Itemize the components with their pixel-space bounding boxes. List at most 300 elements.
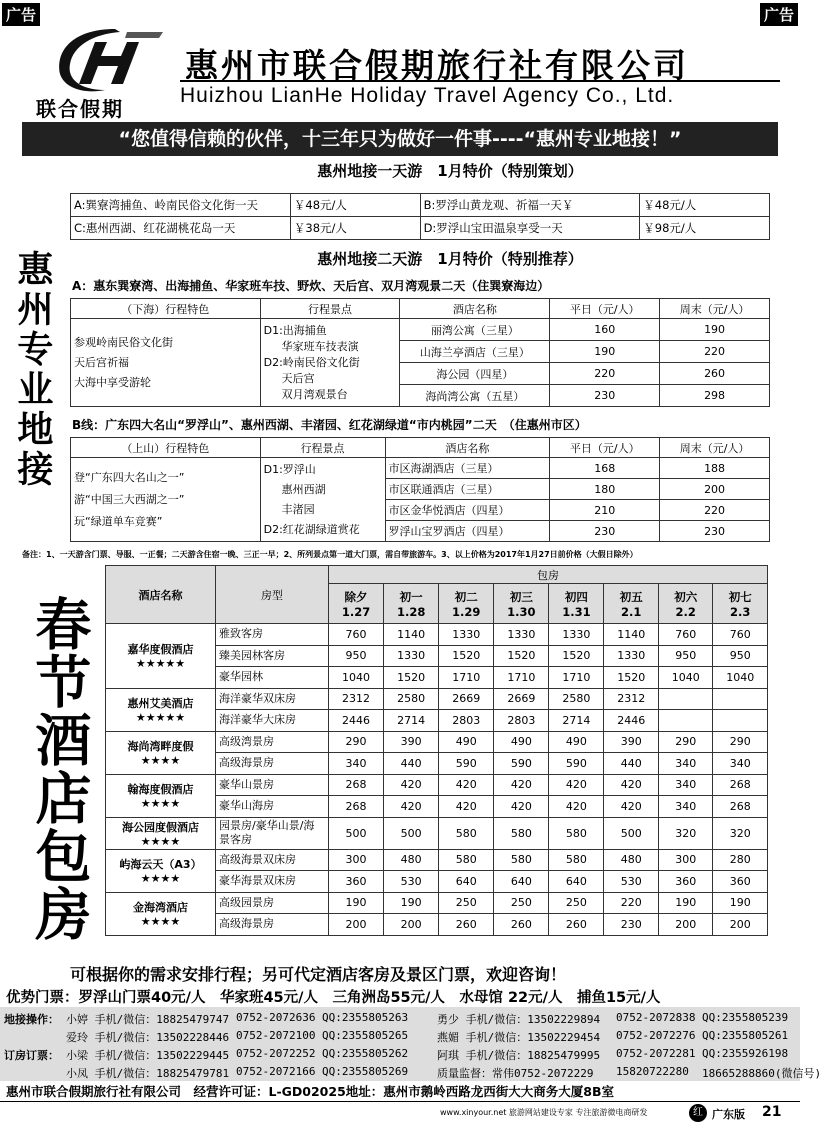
hotel-name: 屿海云天（A3） (119, 858, 202, 871)
price-cell: 340 (713, 753, 768, 775)
hotel-cell (106, 892, 216, 935)
price-cell: 360 (713, 871, 768, 893)
price-cell: 480 (384, 849, 439, 871)
hotel-name: 山海兰亭酒店（三星） (400, 341, 550, 363)
room-type: 高级园景房 (216, 892, 329, 914)
price-cell: 760 (329, 624, 384, 646)
price-cell: 500 (329, 817, 384, 849)
price-cell: 190 (384, 892, 439, 914)
price-cell: 1040 (329, 667, 384, 689)
price-cell: 580 (494, 817, 549, 849)
price-weekday: 180 (550, 479, 660, 500)
price-cell: 640 (494, 871, 549, 893)
room-type: 雅致客房 (216, 624, 329, 646)
one-day-table (70, 193, 770, 240)
hotel-cell (106, 817, 216, 849)
date-value: 2.2 (675, 604, 696, 619)
contact-row (4, 1044, 796, 1062)
price-cell: 260 (439, 914, 494, 936)
room-type: 海洋豪华大床房 (216, 710, 329, 732)
price-cell: 530 (604, 871, 659, 893)
table-row (71, 438, 770, 458)
table-row (106, 774, 768, 796)
price-cell: 220 (604, 892, 659, 914)
col-header: 周末（元/人） (660, 438, 770, 458)
price-cell: 2714 (549, 710, 604, 732)
col-header: （下海）行程特色 (71, 299, 261, 319)
contact-info: 阿琪 手机/微信：18825479995 (437, 1049, 601, 1062)
price-cell: 250 (549, 892, 604, 914)
contact-info: 0752-2072281 (616, 1047, 696, 1060)
price-cell: 250 (439, 892, 494, 914)
col-header: 酒店名称 (400, 299, 550, 319)
feature-item: 大海中享受游轮 (74, 375, 151, 389)
contact-info: QQ:2355805269 (322, 1065, 409, 1078)
price-weekday: 230 (550, 521, 660, 542)
price-cell: 320 (658, 817, 713, 849)
spot-item: D1:罗浮山 (263, 462, 316, 476)
price-cell: 950 (658, 645, 713, 667)
price-cell: 440 (604, 753, 659, 775)
price-cell: 340 (658, 774, 713, 796)
price-cell: 268 (329, 774, 384, 796)
price-cell: 2312 (329, 688, 384, 710)
side-title-spring (18, 595, 98, 943)
price-cell: 1330 (549, 624, 604, 646)
spot-item: D2:红花湖绿道赏花 (263, 522, 360, 536)
price-cell: 300 (329, 849, 384, 871)
hotel-stars: ★★★★ (140, 915, 181, 928)
price-cell: 1140 (604, 624, 659, 646)
footer-edition: 广东版 (712, 1108, 745, 1121)
price-weekend: 230 (660, 521, 770, 542)
price-cell: 440 (384, 753, 439, 775)
price-cell (713, 710, 768, 732)
room-type: 臻美园林客房 (216, 645, 329, 667)
price-cell: 580 (549, 817, 604, 849)
price-cell: 300 (658, 849, 713, 871)
page-number: 21 (762, 1104, 782, 1120)
price-cell: 950 (713, 645, 768, 667)
price-cell: 200 (713, 914, 768, 936)
price-cell: 2669 (439, 688, 494, 710)
price-cell: 1040 (713, 667, 768, 689)
date-value: 1.31 (562, 604, 591, 619)
price-cell: 950 (329, 645, 384, 667)
price-cell: 530 (384, 871, 439, 893)
price-cell: 320 (713, 817, 768, 849)
price-cell: 200 (329, 914, 384, 936)
tour-b: B:罗浮山黄龙观、祈福一天￥ (420, 194, 640, 217)
hotel-cell (106, 731, 216, 774)
price-weekday: 160 (550, 319, 660, 341)
spots-cell (260, 458, 385, 542)
date-label: 初七 (728, 589, 752, 604)
price-cell: 340 (329, 753, 384, 775)
price-cell: 200 (658, 914, 713, 936)
date-header (713, 584, 768, 624)
hotel-cell (106, 624, 216, 689)
room-type: 园景房/豪华山景/海景客房 (216, 817, 329, 849)
spot-item: 天后宫 (281, 371, 315, 385)
date-label: 初五 (619, 589, 643, 604)
contact-row (4, 1026, 796, 1044)
price-weekday: 190 (550, 341, 660, 363)
date-header (549, 584, 604, 624)
contact-role: 地接操作： (4, 1013, 59, 1026)
col-header: 酒店名称 (385, 438, 550, 458)
price-cell: 640 (549, 871, 604, 893)
price-cell: 1040 (658, 667, 713, 689)
price-cell: 1520 (439, 645, 494, 667)
price-weekend: 188 (660, 458, 770, 479)
contact-info: QQ:2355926198 (702, 1047, 789, 1060)
hotel-cell (106, 688, 216, 731)
price-cell: 580 (439, 817, 494, 849)
price-cell: 2446 (329, 710, 384, 732)
price-cell: 420 (494, 796, 549, 818)
side-title-text: 惠州专业地接 (11, 250, 53, 490)
line-a-table (70, 298, 770, 407)
hotel-cell (106, 774, 216, 817)
price-cell: 190 (329, 892, 384, 914)
date-value: 2.3 (730, 604, 751, 619)
price-cell: 420 (439, 796, 494, 818)
side-title-local (10, 250, 54, 490)
price-cell: 340 (658, 796, 713, 818)
room-type: 豪华山景房 (216, 774, 329, 796)
contact-info: 小婷 手机/微信：18825479747 (66, 1013, 230, 1026)
price-cell: 190 (658, 892, 713, 914)
room-type: 豪华海景双床房 (216, 871, 329, 893)
company-name-cn: 惠州市联合假期旅行社有限公司 (185, 46, 689, 85)
price-cell (658, 688, 713, 710)
price-cell: 260 (494, 914, 549, 936)
date-header (439, 584, 494, 624)
date-header (384, 584, 439, 624)
price-cell: 490 (439, 731, 494, 753)
hotel-name: 翰海度假酒店 (127, 783, 194, 796)
table-row (71, 194, 770, 217)
price-cell: 2803 (439, 710, 494, 732)
price-cell: 290 (658, 731, 713, 753)
price-cell: 280 (713, 849, 768, 871)
contact-info: 质量监督：常伟0752-2072229 (437, 1067, 594, 1080)
hotel-name: 市区金华悦酒店（四星） (385, 500, 550, 521)
price-cell: 420 (604, 796, 659, 818)
price-cell: 2446 (604, 710, 659, 732)
room-type: 豪华园林 (216, 667, 329, 689)
col-header-group: 包房 (329, 566, 768, 584)
price-cell: 190 (713, 892, 768, 914)
tour-a: A:巽寮湾捕鱼、岭南民俗文化街一天 (71, 194, 291, 217)
company-name-en: Huizhou LianHe Holiday Travel Agency Co., Ltd. (180, 84, 675, 107)
contact-info: 小凤 手机/微信：18825479781 (66, 1067, 230, 1080)
consult-text: 可根据你的需求安排行程；另可代定酒店客房及景区门票，欢迎咨询！ (70, 965, 567, 984)
spot-item: 丰渚园 (281, 502, 315, 516)
price-cell: 290 (713, 731, 768, 753)
price-weekend: 220 (660, 500, 770, 521)
contact-info: QQ:2355805265 (322, 1029, 409, 1042)
spot-item: 双月湾观景台 (281, 387, 348, 401)
tour-d: D:罗浮山宝田温泉享受一天 (420, 217, 640, 240)
price-cell: 2312 (604, 688, 659, 710)
contact-row (4, 1062, 821, 1080)
hotel-name: 海尚湾公寓（五星） (400, 385, 550, 407)
price-weekend: 190 (660, 319, 770, 341)
one-day-title: 惠州地接一天游 1月特价（特别策划） (317, 162, 583, 180)
logo-text: 联合假期 (36, 97, 124, 121)
price-cell: 2669 (494, 688, 549, 710)
date-label: 初六 (674, 589, 698, 604)
price-cell: 2580 (549, 688, 604, 710)
table-row (71, 319, 770, 341)
price-cell: 590 (549, 753, 604, 775)
contact-info: QQ:2355805262 (322, 1047, 409, 1060)
contact-info: 小梁 手机/微信：13502229445 (66, 1049, 230, 1062)
price-weekday: 168 (550, 458, 660, 479)
hotel-name: 嘉华度假酒店 (127, 643, 194, 657)
price-cell: 230 (604, 914, 659, 936)
contact-info: QQ:2355805239 (702, 1011, 789, 1024)
contact-info: 0752-2072252 (236, 1047, 316, 1060)
hotel-name: 海尚湾畔度假 (127, 740, 194, 753)
price-cell: 2580 (384, 688, 439, 710)
contact-row (4, 1008, 796, 1026)
date-header (329, 584, 384, 624)
col-header: 行程景点 (260, 299, 400, 319)
features-cell (71, 319, 261, 407)
col-header: （上山）行程特色 (71, 438, 261, 458)
date-label: 初三 (509, 589, 533, 604)
price-cell: 420 (604, 774, 659, 796)
price-weekday: 210 (550, 500, 660, 521)
date-value: 1.27 (341, 604, 371, 619)
table-row (106, 566, 768, 584)
footer-company: 惠州市联合假期旅行社有限公司 经营许可证：L-GD02025地址：惠州市鹅岭西路龙西街大大商务大厦8B室 (6, 1084, 615, 1099)
price-cell: 2803 (494, 710, 549, 732)
price-cell: 1710 (439, 667, 494, 689)
hotel-name: 市区联通酒店（三星） (385, 479, 550, 500)
price-cell: 1710 (494, 667, 549, 689)
hotel-cell (106, 849, 216, 892)
price-cell: 1520 (549, 645, 604, 667)
price-cell: 290 (329, 731, 384, 753)
price-cell: 1330 (604, 645, 659, 667)
price-cell: 1330 (494, 624, 549, 646)
price-cell: 1330 (384, 645, 439, 667)
two-day-title: 惠州地接二天游 1月特价（特别推荐） (317, 250, 583, 268)
spring-hotel-table (105, 565, 768, 936)
price-cell: 420 (494, 774, 549, 796)
side-title-text: 春节酒店包房 (26, 595, 92, 943)
price-cell: 760 (658, 624, 713, 646)
price-cell: 420 (549, 796, 604, 818)
line-b-table (70, 437, 770, 542)
hotel-name: 市区海湖酒店（三星） (385, 458, 550, 479)
price-cell (658, 710, 713, 732)
price-weekend: 200 (660, 479, 770, 500)
col-header: 房型 (216, 566, 329, 624)
col-header: 行程景点 (260, 438, 385, 458)
contact-info: QQ:2355805261 (702, 1029, 789, 1042)
spot-item: D2:岭南民俗文化街 (263, 355, 360, 369)
contact-info: 燕媚 手机/微信：13502229454 (437, 1031, 601, 1044)
price-cell: 580 (549, 849, 604, 871)
contact-info: 0752-2072276 (616, 1029, 696, 1042)
tour-b-price: ￥48元/人 (640, 194, 770, 217)
price-cell: 1520 (494, 645, 549, 667)
price-cell: 760 (713, 624, 768, 646)
ad-label-right: 广告 (760, 3, 798, 26)
table-row (71, 299, 770, 319)
slogan-banner: “您值得信赖的伙伴，十三年只为做好一件事----“惠州专业地接！” (22, 122, 778, 156)
line-a-title: A：惠东巽寮湾、出海捕鱼、华家班车技、野炊、天后宫、双月湾观景二天（住巽寮海边） (72, 279, 550, 293)
room-type: 高级海景双床房 (216, 849, 329, 871)
date-header (658, 584, 713, 624)
contact-role: 订房订票： (4, 1049, 59, 1062)
hotel-name: 海公园（四星） (400, 363, 550, 385)
feature-item: 天后宫祈福 (74, 355, 129, 369)
price-cell: 490 (494, 731, 549, 753)
price-cell: 268 (329, 796, 384, 818)
spot-item: 华家班车技表演 (281, 339, 359, 353)
tour-d-price: ￥98元/人 (640, 217, 770, 240)
ad-label-left: 广告 (2, 3, 40, 26)
price-cell: 590 (439, 753, 494, 775)
price-cell: 500 (604, 817, 659, 849)
price-cell: 260 (549, 914, 604, 936)
tour-c: C:惠州西湖、红花湖桃花岛一天 (71, 217, 291, 240)
hotel-stars: ★★★★ (140, 797, 181, 810)
date-value: 1.28 (396, 604, 426, 619)
col-header: 平日（元/人） (550, 438, 660, 458)
hotel-name: 罗浮山宝罗酒店（四星） (385, 521, 550, 542)
edition-badge-icon: 红 (689, 1104, 707, 1122)
date-label: 除夕 (344, 589, 368, 604)
price-cell: 268 (713, 796, 768, 818)
price-cell: 500 (384, 817, 439, 849)
hotel-name: 金海湾酒店 (133, 901, 188, 914)
price-cell: 1330 (439, 624, 494, 646)
price-cell: 420 (384, 796, 439, 818)
tour-a-price: ￥48元/人 (290, 194, 420, 217)
contact-info: 18665288860(微信号) (702, 1067, 821, 1080)
features-cell (71, 458, 261, 542)
room-type: 豪华山海房 (216, 796, 329, 818)
contact-info: 爱玲 手机/微信：13502228446 (66, 1031, 230, 1044)
room-type: 高级海景房 (216, 753, 329, 775)
price-cell: 480 (604, 849, 659, 871)
date-value: 1.30 (507, 604, 536, 619)
date-label: 初四 (564, 589, 588, 604)
price-weekend: 220 (660, 341, 770, 363)
table-row (106, 849, 768, 871)
price-cell: 420 (384, 774, 439, 796)
date-value: 1.29 (452, 604, 481, 619)
table-row (106, 624, 768, 646)
company-logo-icon (45, 24, 170, 94)
date-value: 2.1 (621, 604, 642, 619)
date-label: 初二 (454, 589, 478, 604)
price-cell: 360 (329, 871, 384, 893)
contact-info: QQ:2355805263 (322, 1011, 409, 1024)
price-cell: 420 (439, 774, 494, 796)
price-cell: 340 (658, 753, 713, 775)
price-cell: 420 (549, 774, 604, 796)
tickets-text: 优势门票：罗浮山门票40元/人 华家班45元/人 三角洲岛55元/人 水母馆 22元/人 捕鱼15元/人 (6, 990, 661, 1006)
price-cell: 1520 (604, 667, 659, 689)
feature-item: 登“广东四大名山之一” (74, 470, 185, 484)
price-cell: 2714 (384, 710, 439, 732)
date-header (494, 584, 549, 624)
hotel-stars: ★★★★ (140, 754, 181, 767)
price-cell: 250 (494, 892, 549, 914)
room-type: 海洋豪华双床房 (216, 688, 329, 710)
hotel-stars: ★★★★ (140, 872, 181, 885)
contact-info: 15820722280 (616, 1065, 689, 1078)
contact-info: 0752-2072636 (236, 1011, 316, 1024)
price-cell: 580 (494, 849, 549, 871)
feature-item: 玩“绿道单车竞赛” (74, 514, 163, 528)
table-row (71, 458, 770, 479)
contact-info: 勇少 手机/微信：13502229894 (437, 1013, 601, 1026)
contact-info: 0752-2072838 (616, 1011, 696, 1024)
hotel-stars: ★★★★ (140, 834, 181, 848)
price-cell: 390 (604, 731, 659, 753)
table-row (106, 892, 768, 914)
hotel-name: 丽湾公寓（三星） (400, 319, 550, 341)
price-cell: 580 (439, 849, 494, 871)
spot-item: D1:出海捕鱼 (263, 323, 327, 337)
feature-item: 游“中国三大西湖之一” (74, 492, 185, 506)
table-row (71, 217, 770, 240)
note-text: 备注：1、一天游含门票、导服、一正餐；二天游含住宿一晚、三正一早；2、所列景点第一道大门票，需自带旅游车。3、以上价格为2017年1月27日前价格（大假日除外） (22, 550, 638, 559)
col-header: 平日（元/人） (550, 299, 660, 319)
spots-cell (260, 319, 400, 407)
feature-item: 参观岭南民俗文化街 (74, 335, 173, 349)
price-weekday: 230 (550, 385, 660, 407)
hotel-stars: ★★★★★ (135, 657, 186, 671)
price-cell: 1140 (384, 624, 439, 646)
room-type: 高级湾景房 (216, 731, 329, 753)
price-cell: 590 (494, 753, 549, 775)
date-label: 初一 (399, 589, 423, 604)
hotel-stars: ★★★★★ (135, 711, 186, 724)
price-cell (713, 688, 768, 710)
spot-item: 惠州西湖 (281, 482, 326, 496)
hotel-name: 海公园度假酒店 (122, 820, 199, 834)
price-weekday: 220 (550, 363, 660, 385)
price-cell: 268 (713, 774, 768, 796)
line-b-title: B线：广东四大名山“罗浮山”、惠州西湖、丰渚园、红花湖绿道“市内桃园”二天 （住惠州市区） (72, 418, 587, 432)
table-row (106, 817, 768, 849)
title-divider (180, 80, 780, 82)
col-header: 酒店名称 (106, 566, 216, 624)
room-type: 高级海景房 (216, 914, 329, 936)
table-row (106, 731, 768, 753)
price-weekend: 260 (660, 363, 770, 385)
col-header: 周末（元/人） (660, 299, 770, 319)
price-cell: 390 (384, 731, 439, 753)
footer-site: www.xinyour.net 旅游网站建设专家 专注旅游微电商研发 (440, 1108, 648, 1117)
contact-info: 0752-2072100 (236, 1029, 316, 1042)
contacts-list (4, 1008, 821, 1080)
contact-info: 0752-2072166 (236, 1065, 316, 1078)
date-header (604, 584, 659, 624)
price-cell: 200 (384, 914, 439, 936)
table-row (106, 688, 768, 710)
